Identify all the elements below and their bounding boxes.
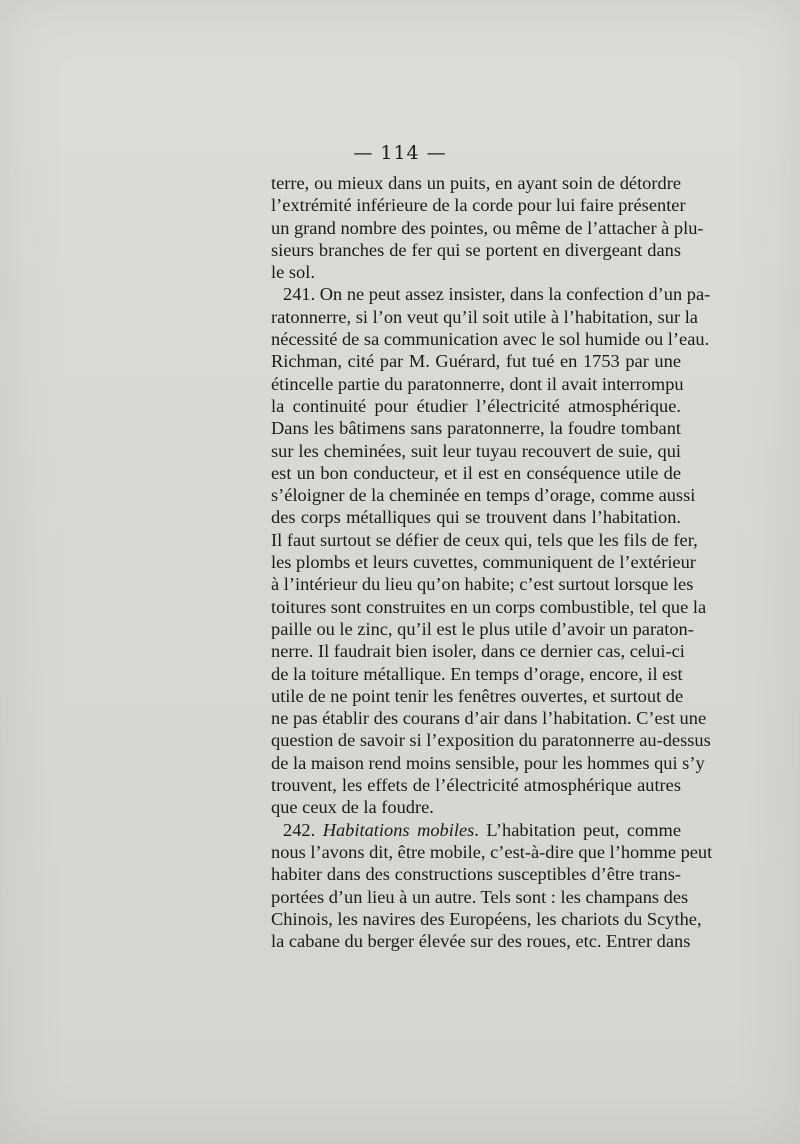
paragraph-242-start: [271, 819, 681, 841]
text-line: sur les cheminées, suit leur tuyau recouvert de suie, qui: [271, 440, 681, 461]
text-line: utile de ne point tenir les fenêtres ouvertes, et surtout de: [271, 685, 684, 706]
text-line: Il faut surtout se défier de ceux qui, tels que les fils de fer,: [271, 529, 698, 550]
text-line: de la toiture métallique. En temps d’orage, encore, il est: [271, 663, 683, 684]
text-line: à l’intérieur du lieu qu’on habite; c’est surtout lorsque les: [271, 574, 694, 595]
text-line: s’éloigner de la cheminée en temps d’orage, comme aussi: [271, 485, 696, 506]
text-line: Richman, cité par M. Guérard, fut tué en 1753 par une: [271, 351, 681, 372]
text-line: paille ou le zinc, qu’il est le plus utile d’avoir un paraton-: [271, 618, 694, 639]
text-line: . L’habitation peut, comme: [474, 819, 682, 840]
text-line: que ceux de la foudre.: [271, 797, 434, 818]
text-line: étincelle partie du paratonnerre, dont il avait interrompu: [271, 373, 684, 394]
text-line: des corps métalliques qui se trouvent dans l’habitation.: [271, 507, 681, 528]
text-line: les plombs et leurs cuvettes, communiquent de l’extérieur: [271, 552, 696, 573]
body-text: [271, 172, 713, 952]
text-line: portées d’un lieu à un autre. Tels sont : les champans des: [271, 886, 689, 907]
text-line: habiter dans des constructions susceptibles d’être trans-: [271, 864, 681, 885]
text-line: la cabane du berger élevée sur des roues, etc. Entrer dans: [271, 931, 691, 952]
text-line: la continuité pour étudier l’électricité atmosphérique.: [271, 395, 681, 416]
text-line: nerre. Il faudrait bien isoler, dans ce dernier cas, celui-ci: [271, 641, 685, 662]
text-line: ratonnerre, si l’on veut qu’il soit utile à l’habitation, sur la: [271, 306, 698, 327]
text-line: ne pas établir des courans d’air dans l’habitation. C’est une: [271, 708, 707, 729]
page-number: — 114 —: [353, 142, 447, 164]
text-line: un grand nombre des pointes, ou même de l’attacher à plu-: [271, 217, 704, 238]
paragraph-241-start: 241. On ne peut assez insister, dans la confection d’un pa-: [283, 284, 711, 305]
text-line: sieurs branches de fer qui se portent en divergeant dans: [271, 239, 681, 260]
text-line: nécessité de sa communication avec le sol humide ou l’eau.: [271, 329, 710, 350]
text-line: trouvent, les effets de l’électricité atmosphérique autres: [271, 775, 681, 796]
text-line: terre, ou mieux dans un puits, en ayant soin de détordre: [271, 173, 681, 193]
text-line: le sol.: [271, 262, 315, 283]
text-line: toitures sont construites en un corps combustible, tel que la: [271, 596, 707, 617]
text-line: l’extrémité inférieure de la corde pour lui faire présenter: [271, 195, 686, 216]
text-line: Dans les bâtimens sans paratonnerre, la foudre tombant: [271, 418, 681, 439]
text-line: Chinois, les navires des Européens, les chariots du Scythe,: [271, 908, 702, 929]
section-heading: Habitations mobiles: [322, 819, 475, 840]
text-line: est un bon conducteur, et il est en conséquence utile de: [271, 462, 681, 483]
text-line: nous l’avons dit, être mobile, c’est-à-dire que l’homme peut: [271, 841, 713, 862]
section-number: 242.: [283, 819, 323, 840]
text-line: question de savoir si l’exposition du paratonnerre au-dessus: [271, 730, 711, 751]
text-line: de la maison rend moins sensible, pour les hommes qui s’y: [271, 752, 705, 773]
